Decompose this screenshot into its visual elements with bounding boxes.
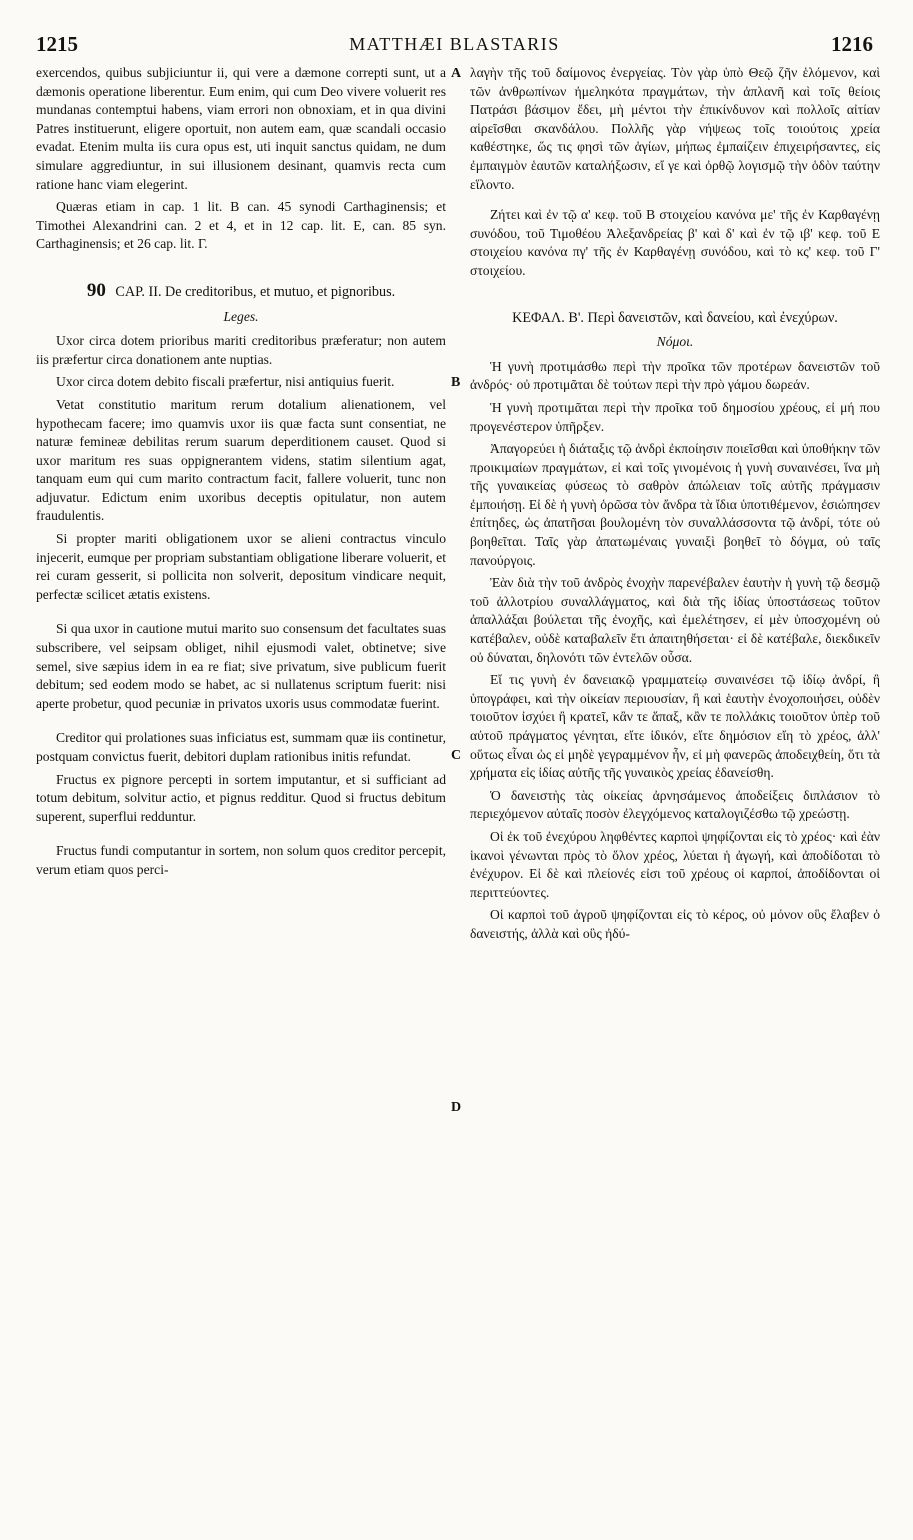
- greek-law-paragraph: Οἱ καρποὶ τοῦ ἀγροῦ ψηφίζονται εἰς τὸ κέρος, οὐ μόνον οὓς ἔλαβεν ὁ δανειστής, ἀλλὰ καὶ οὓς ἠδύ-: [470, 907, 880, 941]
- latin-law-paragraph: Si qua uxor in cautione mutui marito suo consensum det facultates suas subscribere, vel seipsam obliget, nihil ejusmodi valet, obtinetve; sive semel, sive sæpius idem in ea re fiat; sive privatum, sive publicum fuerit debitum; sed eodem modo se habet, ac si nullatenus scriptum fuerit: nisi aperte probetur, quod pecuniæ in privatos uxoris usus commodatæ fuerint.: [36, 621, 446, 711]
- greek-law-paragraph: Οἱ ἐκ τοῦ ἐνεχύρου ληφθέντες καρποὶ ψηφίζονται εἰς τὸ χρέος· καὶ ἐὰν ἱκανοὶ γένωνται πρὸς τὸ ὅλον χρέος, λύεται ἡ ἀγωγή, καὶ ἀποδίδοται τὸ ἐνέχυρον. Εἰ δὲ καὶ πλείονές εἰσι τοῦ χρέους οἱ καρποί, ἀποδίδονται οἱ περιττεύοντες.: [470, 828, 880, 900]
- latin-reference-paragraph: Quæras etiam in cap. 1 lit. B can. 45 synodi Carthaginensis; et Timothei Alexandrini can. 2 et 4, et in 12 cap. lit. E, can. 85 syn. Carthaginensis; et 26 cap. lit. Γ.: [36, 199, 446, 252]
- greek-law-paragraph: Ἀπαγορεύει ἡ διάταξις τῷ ἀνδρὶ ἐκποίησιν ποιεῖσθαι καὶ ὑποθήκην τῶν προικιμαίων πραγμάτων, εἰ καὶ τοῖς γινομένοις ἡ γυνὴ συναινέσει, ἵνα μὴ τῆς γυναικείας φύσεως τὸ σαθρὸν ἀπώλειαν τοῖς αὐτῆς πράγμασιν ἐμποιήσῃ. Εἰ δὲ ἡ γυνὴ ὁρῶσα τὸν ἄνδρα τὰ ἴδια ὑποτιθέμενον, ἐσιώπησεν ἐπίτηδες, ὡς ἀπατῆσαι βουλομένη τὸν συναλλάσσοντα τῷ ἀνδρί, τότε οὐ βοηθεῖται. Ταῖς γὰρ ἀπατωμέναις γυναιξὶ βοηθεῖ τὸ δόγμα, οὐ ταῖς πανούργοις.: [470, 441, 880, 568]
- margin-letter-b: B: [451, 375, 461, 390]
- latin-law-paragraph: Uxor circa dotem debito fiscali præfertur, nisi antiquius fuerit.: [56, 374, 395, 390]
- latin-chapter-title: CAP. II. De creditoribus, et mutuo, et pignoribus.: [115, 283, 396, 300]
- greek-chapter-heading: [470, 309, 880, 328]
- greek-law-paragraph: Ἡ γυνὴ προτιμάσθω περὶ τὴν προῖκα τῶν προτέρων δανειστῶν τοῦ ἀνδρός· οὐ προτιμᾶται δὲ τούτων περὶ τὴν πρὸ γάμου δωρεάν.: [470, 358, 880, 393]
- latin-subheading: Leges.: [223, 308, 259, 324]
- chapter-number: 90: [86, 279, 106, 301]
- latin-law-paragraph: Vetat constitutio maritum rerum dotalium alienationem, vel hypothecam facere; imo quamvis uxor iis quæ facta sunt consentiat, ne naturæ femineæ debilitas rerum suarum deperditionem causet. Quod si uxor maritum res suas oppignerantem videns, statim silentium agat, tanquam eum qui cum marito contractum facit, fallere voluerit, tunc non adjuvatur. Edictum enim uxoribus deceptis opitulatur, non autem fraudulentis.: [36, 396, 446, 524]
- latin-column: [36, 64, 446, 884]
- latin-law-paragraph: Creditor qui prolationes suas inficiatus est, summam quæ iis continetur, postquam convictus fuerit, debitori duplam rationibus initis refundat.: [36, 730, 446, 764]
- greek-intro-paragraph: λαγὴν τῆς τοῦ δαίμονος ἐνεργείας. Τὸν γὰρ ὑπὸ Θεῷ ζῆν ἑλόμενον, καὶ τῶν ἀνθρωπίνων ἠμεληκότα πραγμάτων, τὴν ἀπλανῆ καὶ τοῖς θείοις Πατράσι βάσιμον ἔδει, μὴ μέντοι τὴν ἐπικίνδυνον καὶ πολλοῖς αἰτίαν αἱρεῖσθαι σκανδάλου. Πολλῆς γὰρ νήψεως τοῖς τοιούτοις χρεία καθέστηκε, ὥς τις φησὶ τῶν ἁγίων, μήπως ἐμπαίζειν ἐπιχειρήσαντες, εἰς ἐμπαιγμὸν ἑαυτῶν καταλήξωσιν, εἴ γε καὶ ὀρθῷ λογισμῷ τὴν ὁδὸν ταύτην εἵλοντο.: [470, 65, 880, 192]
- latin-chapter-heading: [36, 279, 446, 302]
- greek-column: [470, 64, 880, 948]
- greek-law-paragraph: Ἡ γυνὴ προτιμᾶται περὶ τὴν προῖκα τοῦ δημοσίου χρέους, εἰ μή που προγενέστερον ὑπῆρξεν.: [470, 399, 880, 434]
- latin-law-paragraph: Fructus ex pignore percepti in sortem imputantur, et si sufficiant ad totum debitum, solvitur actio, et pignus redditur. Quod si fructus debitum superent, superflui redduntur.: [36, 771, 446, 824]
- margin-letter-c: C: [451, 748, 462, 763]
- greek-law-paragraph: Ὁ δανειστὴς τὰς οἰκείας ἀρνησάμενος ἀποδείξεις διπλάσιον τὸ περιεχόμενον αὐταῖς ποσὸν ἐλεγχόμενος καταλογιζέσθω τῷ χρεώστῃ.: [470, 787, 880, 822]
- greek-subheading: Νόμοι.: [656, 334, 694, 350]
- margin-letter-a: A: [451, 66, 462, 81]
- greek-reference-paragraph: Ζήτει καὶ ἐν τῷ α' κεφ. τοῦ Β στοιχείου κανόνα με' τῆς ἐν Καρθαγένῃ συνόδου, τοῦ Τιμοθέου Ἀλεξανδρείας β' καὶ δ' καὶ ἐν τῷ ιβ' κεφ. τοῦ Ε στοιχείου κανόνα πγ' τῆς ἐν Καρθαγένῃ συνόδου, καὶ τὸ κς' κεφ. τοῦ Γ' στοιχείου.: [470, 207, 880, 278]
- margin-letter-d: D: [451, 1100, 462, 1115]
- latin-law-paragraph: Fructus fundi computantur in sortem, non solum quos creditor percepit, verum etiam quos perci-: [36, 843, 446, 877]
- page-number-left: 1215: [36, 32, 78, 56]
- latin-law-paragraph: Si propter mariti obligationem uxor se alieni contractus vinculo injecerit, eumque per propriam substantiam obligatione liberare voluerit, et rei curam gesserit, si pollicita non solverit, depositum vindicare nequit, perfectæ scilicet ætatis existens.: [36, 531, 446, 602]
- page-number-right: 1216: [831, 32, 873, 56]
- latin-law-paragraph: Uxor circa dotem prioribus mariti creditoribus præferatur; non autem iis præfertur circa donationem ante nuptias.: [36, 333, 446, 367]
- latin-intro-paragraph: exercendos, quibus subjiciuntur ii, qui vere a dæmone correpti sunt, ut a dæmonis operatione liberentur. Eum enim, qui cum Deo vivere voluerit res mundanas contemptui habens, viam errori non obnoxiam, et in qua divini Patres instituerunt, eligere oportuit, non autem eam, quæ scandali occasio evadat. Etenim multa iis cura opus est, uti inquit sanctus quidam, ne dum simulare aggrediuntur, in sui illusionem desinant, quamvis recta cum ratione hanc viam elegerint.: [36, 65, 446, 192]
- running-title: MATTHÆI BLASTARIS: [349, 34, 560, 54]
- greek-chapter-title: ΚΕΦΑΛ. Β'. Περὶ δανειστῶν, καὶ δανείου, καὶ ἐνεχύρων.: [512, 309, 838, 326]
- page-header: [36, 32, 873, 58]
- greek-law-paragraph: Εἴ τις γυνὴ ἐν δανειακῷ γραμματείῳ συναινέσει τῷ ἰδίῳ ἀνδρί, ἢ ὑπογράφει, καὶ τὴν οἰκείαν περιουσίαν, ἢ καὶ ἑαυτὴν ἐνοχοποιήσει, οὐδὲν τοιοῦτον ἰσχύει ἢ κρατεῖ, κἂν τε ἅπαξ, κἂν τε πολλάκις τοιοῦτον ὑπὲρ τοῦ αὐτοῦ πράγματος γένηται, εἴτε ἰδικόν, εἴτε δημόσιον εἴη τὸ χρέος, ἀλλ' οὕτως εἶναι ὡς εἰ μηδὲ γεγραμμένον ἦν, εἰ μὴ φανερῶς ἀποδειχθείη, ὅτι τὰ χρήματα εἰς ἰδίας αὐτῆς τῆς γυναικὸς χρείας ἐδανείσθη.: [470, 672, 880, 781]
- greek-law-paragraph: Ἐὰν διὰ τὴν τοῦ ἀνδρὸς ἐνοχὴν παρενέβαλεν ἑαυτὴν ἡ γυνὴ τῷ δεσμῷ τοῦ ἀλλοτρίου συναλλάγματος, καὶ διὰ τῆς ἰδίας ὑποστάσεως τοῦτον ἀπαλλάξαι βούλεται τῆς ἐνοχῆς, καὶ ἐμελέτησεν, εἰ μὲν ὑποσχομένη οὐ κατέβαλεν, οὐδὲ καταβαλεῖν ἔτι ἀπαιτηθήσεται· εἰ δὲ κατέβαλε, διεκδικεῖν οὐ δύναται, δηλονότι τῶν ἐντελῶν οὖσα.: [470, 575, 880, 665]
